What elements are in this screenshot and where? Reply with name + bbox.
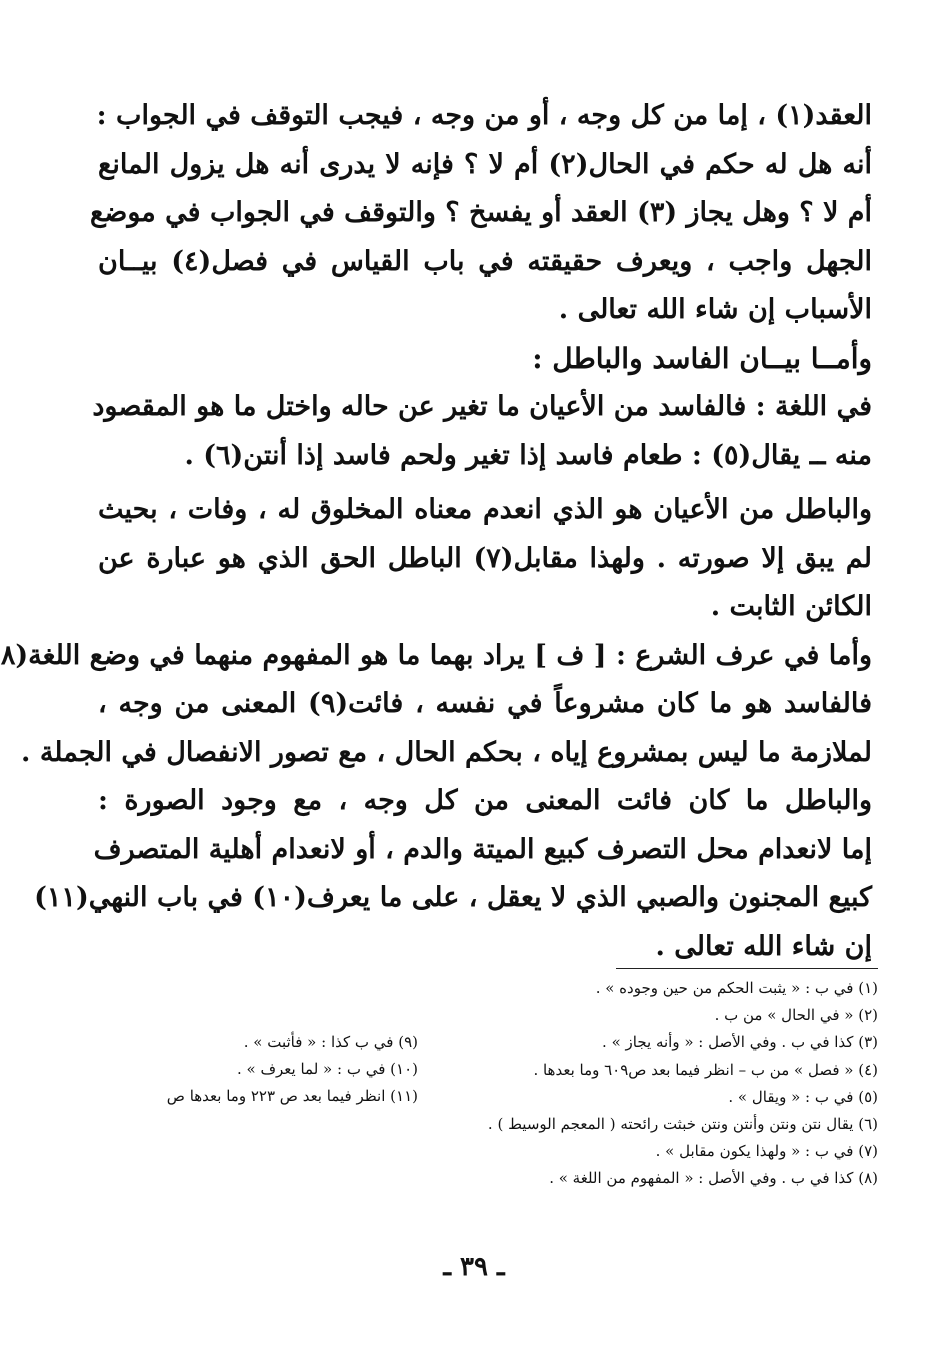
text-line: العقد(١) ، إما من كل وجه ، أو من وجه ، فيجب التوقف في الجواب : — [96, 100, 872, 131]
footnote: (٦) يقال نتن ونتن وأنتن ونتن خبثت رائحته ( المعجم الوسيط ) . — [487, 1114, 878, 1133]
footnotes-right-column — [430, 975, 878, 1193]
text-line: الأسباب إن شاء الله تعالى . — [558, 294, 872, 325]
footnote: (٨) كذا في ب . وفي الأصل : « المفهوم من اللغة » . — [549, 1169, 878, 1188]
text-line: لم يبق إلا صورته . ولهذا مقابل(٧) الباطل الحق الذي هو عبارة عن — [98, 542, 872, 574]
footnote-separator — [616, 968, 878, 969]
text-line: منه ــ يقال(٥) : طعام فاسد إذا تغير ولحم فاسد إذا أنتن(٦) . — [184, 439, 872, 471]
footnote: (٣) كذا في ب . وفي الأصل : « وأنه يجاز » . — [602, 1033, 878, 1052]
footnote: (٢) « في الحال » من ب . — [714, 1006, 878, 1025]
text-line: الجهل واجب ، ويعرف حقيقته في باب القياس في فصل(٤) بيــان — [98, 245, 872, 277]
text-line: والباطل من الأعيان هو الذي انعدم معناه المخلوق له ، وفات ، بحيث — [98, 494, 872, 525]
section-heading: وأمــا بيــان الفاسد والباطل : — [532, 341, 872, 375]
text-line: أنه هل له حكم في الحال(٢) أم لا ؟ فإنه لا يدرى أنه هل يزول المانع — [98, 148, 873, 180]
text-line: الكائن الثابت . — [710, 591, 872, 622]
footnotes-left-column — [78, 1029, 418, 1111]
footnote: (٧) في ب : « ولهذا يكون مقابل » . — [655, 1142, 878, 1161]
footnote: (٤) « فصل » من ب – انظر فيما بعد ص٦٠٩ وما بعدها . — [533, 1060, 878, 1079]
page-number: ـ ٣٩ ـ — [443, 1252, 505, 1282]
main-text-block — [0, 92, 873, 971]
text-line: إن شاء الله تعالى . — [655, 930, 872, 962]
text-line: في اللغة : فالفاسد من الأعيان ما تغير عن حاله واختل ما هو المقصود — [92, 391, 872, 422]
footnote: (١١) انظر فيما بعد ص ٢٢٣ وما بعدها ص — [166, 1087, 418, 1106]
text-line: وأما في عرف الشرع : [ ف ] يراد بهما ما هو المفهوم منهما في وضع اللغة(٨ — [0, 639, 872, 671]
footnote: (١) في ب : « يثبت الحكم من حين وجوده » . — [595, 979, 878, 997]
footnote: (١٠) في ب : « لما يعرف » . — [236, 1060, 418, 1079]
text-line: أم لا ؟ وهل يجاز (٣) العقد أو يفسخ ؟ والتوقف في الجواب في موضع — [90, 197, 872, 228]
text-line: لملازمة ما ليس بمشروع إياه ، بحكم الحال ، مع تصور الانفصال في الجملة . — [21, 736, 872, 768]
text-line: كبيع المجنون والصبي الذي لا يعقل ، على ما يعرف(١٠) في باب النهي(١١) — [34, 882, 872, 913]
footnote: (٥) في ب : « ويقال » . — [728, 1087, 878, 1106]
text-line: والباطل ما كان فائت المعنى من كل وجه ، مع وجود الصورة : — [98, 785, 872, 816]
text-line: فالفاسد هو ما كان مشروعاً في نفسه ، فائت(٩) المعنى من وجه ، — [98, 688, 873, 719]
text-line: إما لانعدام محل التصرف كبيع الميتة والدم ، أو لانعدام أهلية المتصرف — [93, 833, 872, 865]
footnote: (٩) في ب كذا : « فأثبت » . — [243, 1033, 418, 1051]
